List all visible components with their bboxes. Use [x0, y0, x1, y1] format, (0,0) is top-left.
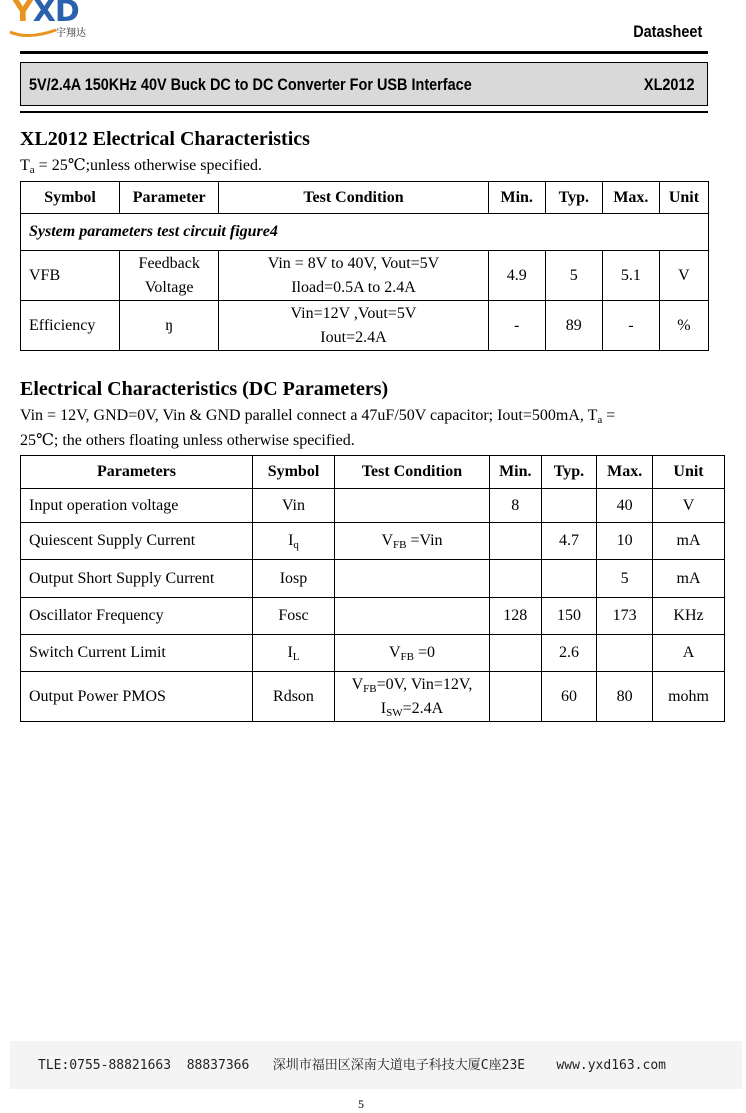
page-number: 5: [358, 1097, 364, 1111]
cell-unit: V: [653, 489, 725, 523]
cell-parameter: Output Short Supply Current: [21, 560, 253, 598]
group-title: System parameters test circuit figure4: [21, 214, 709, 251]
cell-min: [489, 635, 541, 672]
section2-condition-line2: 25℃; the others floating unless otherwise specified.: [20, 432, 355, 449]
col-min: Min.: [489, 456, 541, 489]
cell-parameter: Input operation voltage: [21, 489, 253, 523]
footer-bar: [10, 1041, 742, 1089]
cell-unit: V: [659, 251, 708, 301]
cell-unit: A: [653, 635, 725, 672]
cell-condition: $V_{FB}=0V$, Vin=12V, $I_{SW}=2.4A$: [335, 672, 490, 722]
cell-max: 40: [597, 489, 653, 523]
dc-parameters-table: [20, 455, 725, 722]
col-test-condition: Test Condition: [219, 182, 488, 214]
col-unit: Unit: [659, 182, 708, 214]
electrical-characteristics-table: [20, 181, 709, 351]
cell-typ: 5: [545, 251, 602, 301]
table-row: [21, 672, 725, 722]
col-test-condition: Test Condition: [335, 456, 490, 489]
col-typ: Typ.: [545, 182, 602, 214]
table-row: [21, 301, 709, 351]
col-typ: Typ.: [541, 456, 597, 489]
cell-unit: mA: [653, 523, 725, 560]
title-bar: [20, 62, 708, 106]
cell-min: [489, 560, 541, 598]
section1-condition: $T_a$ = 25℃;unless otherwise specified.: [20, 157, 262, 176]
cell-max: 10: [597, 523, 653, 560]
cell-min: 8: [489, 489, 541, 523]
cell-condition: Vin = 8V to 40V, Vout=5V Iload=0.5A to 2.4A: [219, 251, 488, 301]
header-rule: [20, 51, 708, 54]
cell-min: [489, 672, 541, 722]
cell-condition: [335, 560, 490, 598]
cell-typ: 2.6: [541, 635, 597, 672]
cell-min: 128: [489, 598, 541, 635]
cell-symbol: $I_L$: [252, 635, 334, 672]
table-header-row: [21, 456, 725, 489]
part-number: XL2012: [644, 75, 695, 94]
cell-typ: 150: [541, 598, 597, 635]
cell-min: -: [488, 301, 545, 351]
cell-symbol: Fosc: [252, 598, 334, 635]
table-row: [21, 560, 725, 598]
table-row: [21, 251, 709, 301]
cell-condition: [335, 489, 490, 523]
cell-symbol: $I_q$: [252, 523, 334, 560]
cell-parameter: Feedback Voltage: [120, 251, 219, 301]
cell-condition: $V_{FB} =0$: [335, 635, 490, 672]
cell-max: [597, 635, 653, 672]
logo-swoosh-icon: [8, 26, 58, 38]
cell-symbol: VFB: [21, 251, 120, 301]
cell-parameter: Switch Current Limit: [21, 635, 253, 672]
cell-typ: [541, 489, 597, 523]
cell-condition: [335, 598, 490, 635]
cell-typ: 4.7: [541, 523, 597, 560]
table-row: [21, 598, 725, 635]
cell-condition: Vin=12V ,Vout=5V Iout=2.4A: [219, 301, 488, 351]
table-row: [21, 635, 725, 672]
cell-parameter: ŋ: [120, 301, 219, 351]
cell-unit: KHz: [653, 598, 725, 635]
cell-max: 173: [597, 598, 653, 635]
col-max: Max.: [597, 456, 653, 489]
cell-typ: [541, 560, 597, 598]
table-row: [21, 523, 725, 560]
col-min: Min.: [488, 182, 545, 214]
title-underline: [20, 111, 708, 113]
table-row: [21, 489, 725, 523]
cell-min: [489, 523, 541, 560]
cell-symbol: Vin: [252, 489, 334, 523]
company-logo: [8, 0, 108, 40]
cell-max: 5: [597, 560, 653, 598]
cell-max: 80: [597, 672, 653, 722]
cell-condition: $V_{FB} =Vin$: [335, 523, 490, 560]
cell-parameter: Quiescent Supply Current: [21, 523, 253, 560]
cell-min: 4.9: [488, 251, 545, 301]
col-max: Max.: [602, 182, 659, 214]
cell-unit: mA: [653, 560, 725, 598]
cell-symbol: Iosp: [252, 560, 334, 598]
col-symbol: Symbol: [21, 182, 120, 214]
cell-typ: 89: [545, 301, 602, 351]
table-header-row: [21, 182, 709, 214]
cell-parameter: Output Power PMOS: [21, 672, 253, 722]
section2-condition-line1: Vin = 12V, GND=0V, Vin & GND parallel connect a 47uF/50V capacitor; Iout=500mA, $T_a$ =: [20, 407, 616, 426]
col-unit: Unit: [653, 456, 725, 489]
logo-subtitle: 宇翔达: [56, 28, 86, 39]
section-heading-dc-parameters: Electrical Characteristics (DC Parameters): [20, 378, 389, 400]
document-title: 5V/2.4A 150KHz 40V Buck DC to DC Converter For USB Interface: [29, 75, 472, 94]
cell-unit: %: [659, 301, 708, 351]
cell-unit: mohm: [653, 672, 725, 722]
col-symbol: Symbol: [252, 456, 334, 489]
group-row: [21, 214, 709, 251]
logo-mark: YXD: [12, 0, 79, 29]
cell-max: -: [602, 301, 659, 351]
col-parameter: Parameter: [120, 182, 219, 214]
cell-parameter: Oscillator Frequency: [21, 598, 253, 635]
section-heading-electrical: XL2012 Electrical Characteristics: [20, 128, 310, 150]
cell-typ: 60: [541, 672, 597, 722]
cell-symbol: Efficiency: [21, 301, 120, 351]
col-parameters: Parameters: [21, 456, 253, 489]
cell-max: 5.1: [602, 251, 659, 301]
document-type: Datasheet: [632, 22, 702, 41]
footer-contact: TLE:0755-88821663 88837366 深圳市福田区深南大道电子科技大厦C座23E www.yxd163.com: [38, 1058, 666, 1073]
cell-symbol: Rdson: [252, 672, 334, 722]
